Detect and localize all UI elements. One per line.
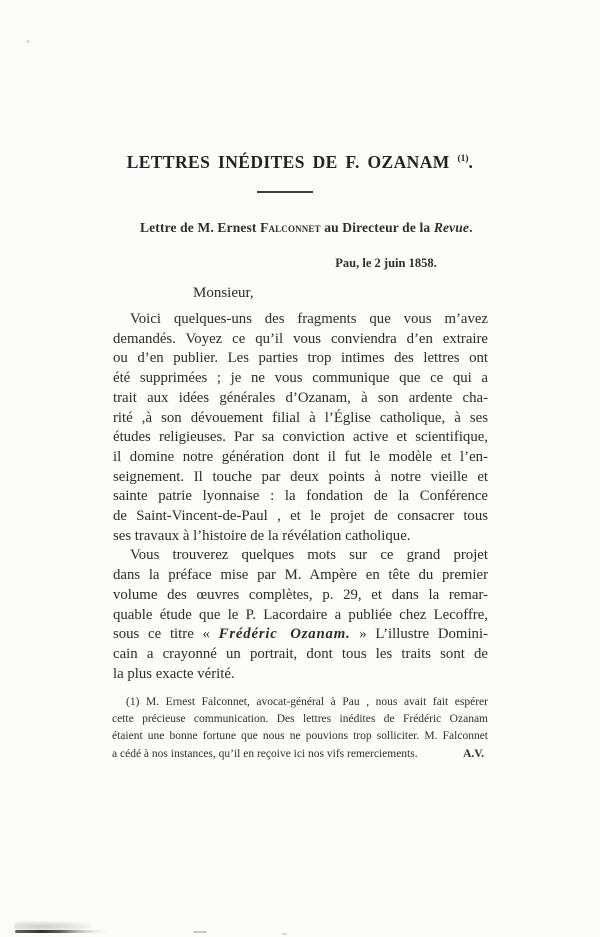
text-line	[113, 625, 488, 645]
letter-heading	[140, 220, 473, 236]
scan-artifact-smudge	[14, 921, 92, 930]
footnote-line: cette précieuse communication. Des lettres inédites de Frédéric Ozanam	[112, 713, 488, 726]
title-period: .	[468, 152, 474, 172]
text-line: volume des œuvres complètes, p. 29, et dans la remar-	[113, 586, 488, 603]
scan-artifact-speck	[282, 933, 287, 935]
text-line: sainte patrie lyonnaise : la fondation de la Conférence	[113, 488, 488, 505]
footnote-reference-superscript: (1)	[457, 154, 469, 165]
footnote-line: (1) M. Ernest Falconnet, avocat-général à Pau , nous avait fait espérer	[126, 696, 488, 708]
text-line: été supprimées ; je ne vous communique que ce qui a	[113, 370, 488, 387]
text-line: ou d’en publier. Les parties trop intimes des lettres ont	[113, 350, 488, 367]
text-line: cain a crayonné un portrait, dont tous les traits sont de	[113, 645, 488, 662]
salutation: Monsieur,	[193, 285, 254, 301]
book-title-emphasis: Frédéric Ozanam.	[218, 626, 351, 643]
text-line: rité ,à son dévouement filial à l’Église catholique, à ses	[113, 409, 488, 426]
scan-artifact-line	[15, 930, 107, 933]
text-line: ses travaux à l’histoire de la révélation catholique.	[113, 527, 411, 544]
text-line: seignement. Il touche par deux points à notre vieille et	[113, 468, 488, 485]
text-line: études religieuses. Par sa conviction active et scientifique,	[113, 429, 488, 446]
text-line: quable étude que le P. Lacordaire a publiée chez Lecoffre,	[113, 606, 488, 623]
footnote-line: étaient une bonne fortune que nous ne pouvions trop solliciter. M. Falconnet	[112, 730, 488, 743]
heading-journal-name: Revue	[433, 220, 470, 235]
dateline: Pau, le 2 juin 1858.	[335, 256, 437, 270]
heading-text-mid: au Directeur de la	[320, 220, 434, 235]
title-divider-rule	[257, 191, 313, 193]
scan-artifact-speck	[26, 40, 30, 43]
heading-text-pre: Lettre de M. Ernest	[140, 220, 261, 235]
letter-body	[113, 310, 488, 684]
text-line: il domine notre génération dont il fut le modèle et l’en-	[113, 448, 488, 465]
scan-artifact-speck	[193, 931, 207, 933]
footnote-closing-text: a cédé à nos instances, qu’il en reçoive ici nos vifs remerciements.	[112, 747, 418, 760]
title-text: LETTRES INÉDITES DE F. OZANAM	[126, 152, 450, 172]
quote-intro-text: sous ce titre «	[113, 626, 219, 643]
text-line: Vous trouverez quelques mots sur ce grand projet	[130, 547, 488, 564]
text-line: de Saint-Vincent-de-Paul , et le projet de consacrer tous	[113, 508, 488, 525]
text-line: dans la préface mise par M. Ampère en tête du premier	[113, 567, 488, 584]
text-line: demandés. Voyez ce qu’il vous conviendra d’en extraire	[113, 330, 488, 347]
text-line: la plus exacte vérité.	[113, 665, 235, 682]
text-line: Voici quelques-uns des fragments que vous m’avez	[130, 311, 488, 327]
editor-initials: A.V.	[463, 747, 484, 760]
heading-author-name: Falconnet	[260, 220, 321, 235]
footnote-line	[112, 746, 488, 763]
heading-period: .	[469, 220, 473, 235]
footnote-block	[112, 694, 488, 763]
text-line: trait aux idées générales d’Ozanam, à son ardente cha-	[113, 389, 488, 406]
quote-outro-text: » L’illustre Domini-	[350, 626, 488, 643]
page-title	[0, 152, 600, 173]
